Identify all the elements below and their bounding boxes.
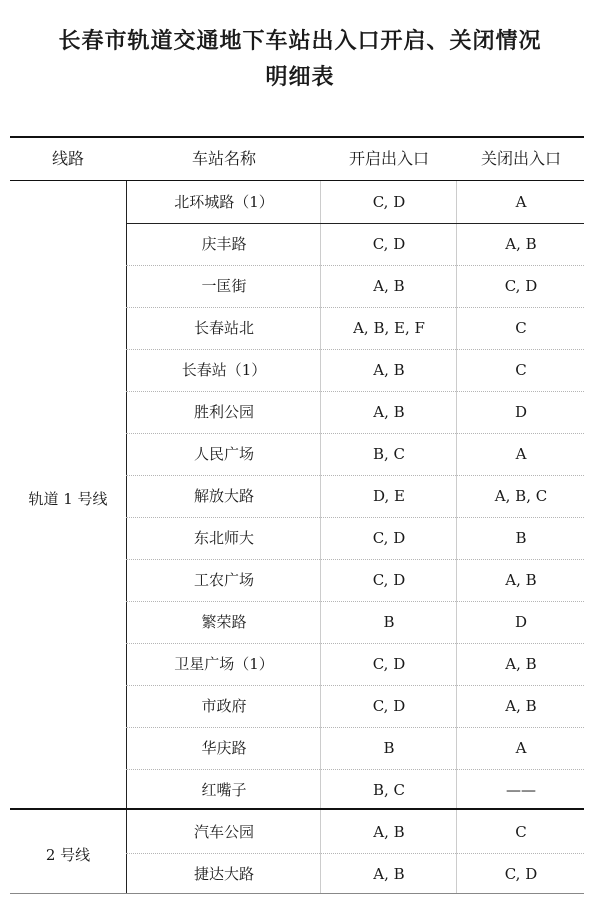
closed-exits: A, B: [505, 571, 537, 589]
closed-exits: A: [515, 445, 527, 463]
header-close: 关闭出入口: [480, 149, 561, 168]
station-name: 人民广场: [193, 445, 254, 463]
closed-exits: C: [515, 823, 527, 841]
open-exits: A, B: [373, 277, 405, 295]
closed-exits: C, D: [504, 277, 538, 295]
station-name: 解放大路: [193, 487, 254, 505]
closed-exits: C: [515, 361, 527, 379]
column-divider-line: [126, 181, 127, 893]
open-exits: B, C: [372, 445, 406, 463]
station-name: 市政府: [201, 697, 247, 715]
open-exits: C, D: [372, 571, 406, 589]
header-station: 车站名称: [191, 149, 256, 168]
open-exits: C, D: [372, 655, 406, 673]
station-name: 长春站北: [193, 319, 254, 337]
table-title-line2: 明细表: [265, 65, 335, 90]
closed-exits: C: [515, 319, 527, 337]
station-name: 一匡街: [201, 277, 247, 295]
station-name: 东北师大: [193, 529, 254, 547]
open-exits: C, D: [372, 193, 406, 211]
station-name: 北环城路（1）: [174, 193, 274, 211]
open-exits: B: [383, 739, 395, 757]
closed-exits: C, D: [504, 865, 538, 883]
station-name: 汽车公园: [193, 823, 254, 841]
station-name: 华庆路: [201, 739, 247, 757]
closed-exits: A: [515, 739, 527, 757]
station-name: 胜利公园: [193, 403, 254, 421]
station-name: 长春站（1）: [181, 361, 267, 379]
closed-exits: B: [515, 529, 527, 547]
closed-exits: D: [514, 613, 528, 631]
group-label-line1: 轨道 1 号线: [28, 490, 108, 508]
group-label-line2: 2 号线: [45, 846, 91, 864]
open-exits: A, B: [373, 865, 405, 883]
closed-exits: A: [515, 193, 527, 211]
column-divider-station: [320, 181, 321, 893]
open-exits: C, D: [372, 235, 406, 253]
closed-exits: A, B: [505, 697, 537, 715]
open-exits: C, D: [372, 529, 406, 547]
station-name: 工农广场: [193, 571, 254, 589]
column-divider-open: [456, 181, 457, 893]
closed-exits: A, B: [505, 235, 537, 253]
header-open: 开启出入口: [348, 149, 429, 168]
open-exits: A, B: [373, 403, 405, 421]
header-line: 线路: [51, 149, 84, 168]
open-exits: A, B: [373, 361, 405, 379]
station-name: 庆丰路: [201, 235, 247, 253]
closed-exits: D: [514, 403, 528, 421]
table-title: 长春市轨道交通地下车站出入口开启、关闭情况: [58, 29, 542, 54]
open-exits: A, B: [373, 823, 405, 841]
open-exits: A, B, E, F: [353, 319, 425, 337]
station-name: 捷达大路: [193, 865, 254, 883]
open-exits: B: [383, 613, 395, 631]
closed-exits: A, B: [505, 655, 537, 673]
open-exits: D, E: [373, 487, 405, 505]
station-name: 繁荣路: [201, 613, 247, 631]
open-exits: B, C: [372, 781, 406, 799]
closed-exits: ——: [506, 781, 536, 799]
closed-exits: A, B, C: [494, 487, 548, 505]
station-name: 红嘴子: [201, 781, 247, 799]
open-exits: C, D: [372, 697, 406, 715]
station-name: 卫星广场（1）: [174, 655, 274, 673]
